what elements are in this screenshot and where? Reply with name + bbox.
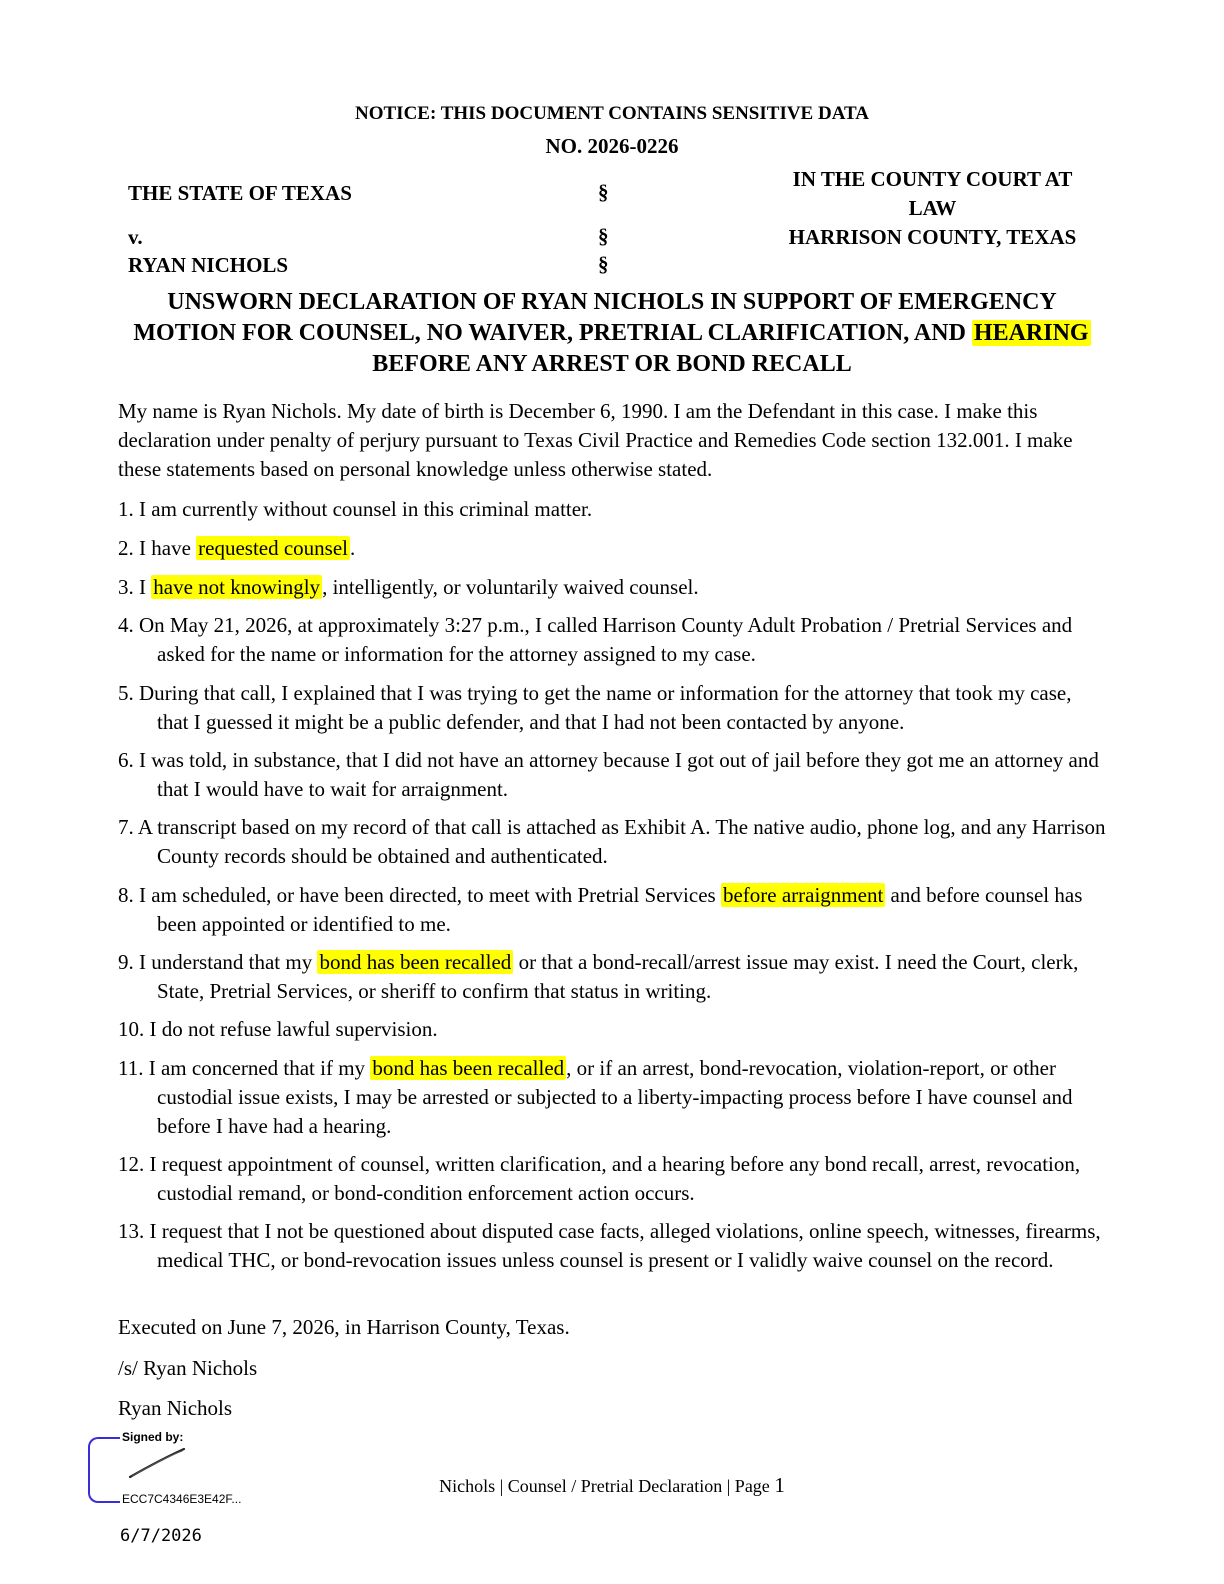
highlight: bond has been recalled <box>319 950 512 974</box>
declaration-item-9: 9. I understand that my bond has been recalled or that a bond-recall/arrest issue may exist. I need the Court, clerk, State, Pretrial Services, or sheriff to confirm that status in writing. <box>118 950 1079 1003</box>
section-symbol: § <box>598 224 609 248</box>
signature-line: /s/ Ryan Nichols <box>118 1356 258 1380</box>
declaration-item-7: 7. A transcript based on my record of that call is attached as Exhibit A. The native audio, phone log, and any Harrison County records should be obtained and authenticated. <box>118 815 1106 868</box>
signed-by-label: Signed by: <box>122 1430 184 1444</box>
execution-statement: Executed on June 7, 2026, in Harrison County, Texas. <box>118 1315 570 1339</box>
declaration-item-3: 3. I have not knowingly, intelligently, or voluntarily waived counsel. <box>118 575 699 599</box>
declaration-item-5: 5. During that call, I explained that I was trying to get the name or information for the attorney that took my case, that I guessed it might be a public defender, and that I had not been contacted by anyone. <box>118 681 1072 734</box>
highlight: have not knowingly <box>153 575 321 599</box>
caption-defendant: RYAN NICHOLS <box>128 253 289 277</box>
section-symbol: § <box>598 252 609 276</box>
sensitive-data-notice: NOTICE: THIS DOCUMENT CONTAINS SENSITIVE DATA <box>355 103 869 124</box>
highlight: HEARING <box>973 320 1089 346</box>
signature-date: 6/7/2026 <box>120 1526 202 1546</box>
highlight: before arraignment <box>722 883 884 907</box>
declaration-item-4: 4. On May 21, 2026, at approximately 3:27 p.m., I called Harrison County Adult Probation / Pretrial Services and asked for the name or information for the attorney assigned to my case. <box>118 613 1073 666</box>
title-line: BEFORE ANY ARREST OR BOND RECALL <box>372 351 852 377</box>
highlight: bond has been recalled <box>372 1056 565 1080</box>
court-name-line2: LAW <box>908 196 957 220</box>
section-symbol: § <box>598 180 609 204</box>
printed-name: Ryan Nichols <box>118 1396 233 1420</box>
declaration-item-12: 12. I request appointment of counsel, written clarification, and a hearing before any bond recall, arrest, revocation, custodial remand, or bond-condition enforcement action occurs. <box>118 1152 1081 1205</box>
title-line: MOTION FOR COUNSEL, NO WAIVER, PRETRIAL CLARIFICATION, AND HEARING <box>133 320 1089 346</box>
declaration-item-8: 8. I am scheduled, or have been directed, to meet with Pretrial Services before arraignment and before counsel has been appointed or identified to me. <box>118 883 1083 936</box>
envelope-hash: ECC7C4346E3E42F... <box>122 1492 242 1506</box>
declaration-item-11: 11. I am concerned that if my bond has been recalled, or if an arrest, bond-revocation, violation-report, or other custodial issue exists, I may be arrested or subjected to a liberty-impacting process before I have counsel and before I have had a hearing. <box>118 1056 1073 1138</box>
declaration-item-1: 1. I am currently without counsel in this criminal matter. <box>118 497 593 521</box>
court-county: HARRISON COUNTY, TEXAS <box>788 225 1077 249</box>
court-name-line1: IN THE COUNTY COURT AT <box>792 167 1073 191</box>
page-footer: Nichols | Counsel / Pretrial Declaration | Page 1 <box>439 1473 785 1497</box>
caption-state: THE STATE OF TEXAS <box>128 181 352 205</box>
case-number: NO. 2026-0226 <box>545 134 679 158</box>
declaration-item-6: 6. I was told, in substance, that I did not have an attorney because I got out of jail before they got me an attorney and that I would have to wait for arraignment. <box>118 748 1099 801</box>
highlight: requested counsel <box>198 536 349 560</box>
title-line: UNSWORN DECLARATION OF RYAN NICHOLS IN SUPPORT OF EMERGENCY <box>167 289 1057 315</box>
declaration-item-10: 10. I do not refuse lawful supervision. <box>118 1017 438 1041</box>
page-number: 1 <box>774 1473 785 1497</box>
intro-paragraph: My name is Ryan Nichols. My date of birth is December 6, 1990. I am the Defendant in this case. I make this declaration under penalty of perjury pursuant to Texas Civil Practice and Remedies Code section 132.001. I make these statements based on personal knowledge unless otherwise stated. <box>118 399 1073 481</box>
declaration-item-13: 13. I request that I not be questioned about disputed case facts, alleged violations, online speech, witnesses, firearms, medical THC, or bond-revocation issues unless counsel is present or I validly waive counsel on the record. <box>118 1219 1101 1272</box>
declaration-item-2: 2. I have requested counsel. <box>118 536 356 560</box>
caption-versus: v. <box>128 225 143 249</box>
document-title <box>110 287 1114 380</box>
